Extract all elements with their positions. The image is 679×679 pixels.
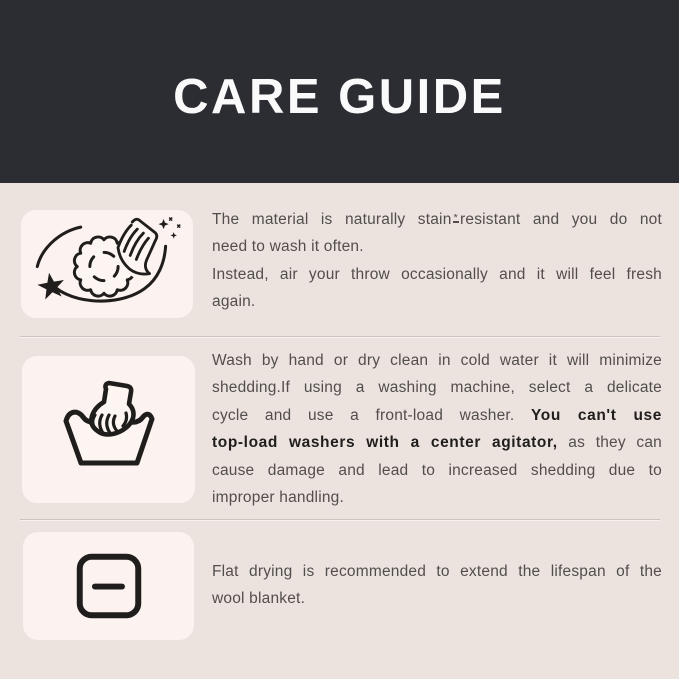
text-run: cause damage and lead to increased shedding due to: [212, 461, 662, 479]
text-run: Flat drying is recommended to extend the lifespan of the: [212, 563, 662, 580]
text-line: [212, 374, 662, 401]
text-line: [212, 457, 662, 484]
text-run: Wash by hand or dry clean in cold water it will minimize: [212, 352, 662, 369]
header-banner: [0, 0, 679, 183]
bold-text-run: You can't use: [531, 406, 662, 424]
text-line: [212, 558, 662, 585]
text-line: [212, 585, 662, 612]
text-run: Instead, air your throw occasionally and it will feel fresh: [212, 265, 662, 283]
text-line: [212, 233, 662, 260]
text-run: The material is naturally stain: [212, 211, 452, 228]
section-text-flat-dry: [212, 558, 662, 613]
text-line: [212, 288, 662, 315]
icon-tile-flat-dry: [23, 532, 194, 640]
text-run: resistant and you do not: [460, 211, 662, 228]
page-title: CARE GUIDE: [173, 69, 506, 124]
text-run: shedding.If using a washing machine, select a delicate: [212, 379, 662, 397]
text-run: need to wash it often.: [212, 238, 364, 256]
text-run: as they can: [557, 434, 662, 452]
text-line: [212, 261, 662, 288]
hand-wash-icon: [59, 380, 159, 480]
text-line: [212, 402, 662, 429]
section-text-hand-wash: [212, 347, 662, 511]
text-run: cycle and use a front-load washer.: [212, 406, 532, 424]
text-line: [212, 429, 662, 456]
star-separator: *: [453, 214, 459, 223]
text-run: wool blanket.: [212, 590, 306, 608]
bold-text-run: top-load washers with a center agitator,: [212, 434, 558, 452]
section-divider: [20, 519, 660, 520]
flat-dry-icon: [57, 534, 161, 638]
text-line: [212, 347, 662, 374]
text-line: [212, 484, 662, 511]
section-text-stain-resistant: [212, 206, 662, 316]
text-run: improper handling.: [212, 489, 344, 507]
section-divider: [20, 336, 660, 337]
text-line: [212, 206, 662, 233]
icon-tile-stain-resistant: [21, 210, 193, 318]
icon-tile-hand-wash: [22, 356, 195, 503]
wool-ball-clean-icon: [31, 216, 183, 313]
text-run: again.: [212, 293, 256, 311]
